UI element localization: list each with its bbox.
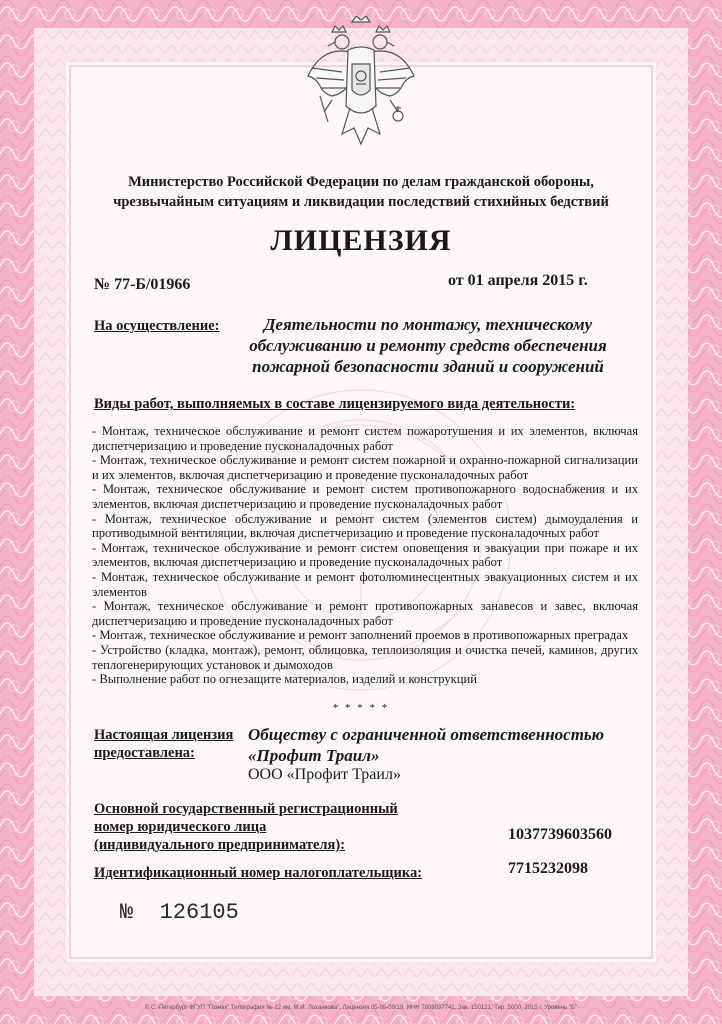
- ogrn-label-line-2: номер юридического лица: [94, 819, 267, 835]
- ogrn-label-line-3: (индивидуального предпринимателя):: [94, 837, 346, 853]
- list-item: - Монтаж, техническое обслуживание и ремонт систем пожарной и охранно-пожарной сигнализации и их элементов, включая диспетчеризацию и проведение пусконаладочных работ: [92, 453, 638, 482]
- granted-label-line-1: Настоящая лицензия: [94, 727, 234, 743]
- activity-line-2: обслуживанию и ремонту средств обеспечения: [249, 336, 607, 355]
- ogrn-label: [94, 800, 398, 854]
- ogrn-value: 1037739603560: [508, 826, 612, 843]
- organization-line-1: Обществу с ограниченной ответственностью: [248, 725, 605, 744]
- organization-short-name: ООО «Профит Траил»: [248, 766, 401, 783]
- inn-value: 7715232098: [508, 860, 588, 877]
- inn-label: Идентификационный номер налогоплательщика:: [94, 865, 423, 881]
- license-title: ЛИЦЕНЗИЯ: [270, 224, 452, 257]
- list-item: - Монтаж, техническое обслуживание и ремонт противопожарных занавесов и завес, включая диспетчеризацию и проведение пусконаладочных работ: [92, 599, 638, 628]
- serial-number: [120, 900, 239, 925]
- list-item: - Монтаж, техническое обслуживание и ремонт систем (элементов систем) дымоудаления и противодымной вентиляции, включая диспетчеризацию и проведение пусконаладочных работ: [92, 511, 638, 541]
- works-heading: Виды работ, выполняемых в составе лицензируемого вида деятельности:: [94, 396, 576, 412]
- organization-name: [248, 724, 604, 766]
- separator-stars: * * * * *: [332, 702, 390, 714]
- serial-value: 126105: [159, 900, 239, 925]
- ogrn-label-line-1: Основной государственный регистрационный: [94, 801, 398, 817]
- serial-prefix: №: [120, 900, 134, 925]
- granted-label-line-2: предоставлена:: [94, 745, 195, 761]
- activity-line-3: пожарной безопасности зданий и сооружений: [252, 357, 604, 376]
- license-number: № 77-Б/01966: [94, 276, 191, 293]
- activity-line-1: Деятельности по монтажу, техническому: [263, 315, 593, 334]
- activity-label: На осуществление:: [94, 318, 220, 334]
- works-list: [92, 424, 638, 687]
- list-item: - Монтаж, техническое обслуживание и ремонт систем оповещения и эвакуации при пожаре и их элементов, включая диспетчеризацию и проведение пусконаладочных работ: [92, 540, 638, 570]
- list-item: - Монтаж, техническое обслуживание и ремонт систем пожаротушения и их элементов, включая диспетчеризацию и проведение пусконаладочных работ: [92, 424, 638, 453]
- list-item: - Монтаж, техническое обслуживание и ремонт заполнений проемов в противопожарных преградах: [92, 628, 629, 643]
- printer-info: © С.-Петербург ФГУП "Гознак" Типография № 12 им. М.И. Лоханкова", Лицензия 05-05-09/19, ИНН 7808037741, Зак. 150121, Тир. 5000, 2015 г. Уровень "Б": [144, 1005, 578, 1011]
- list-item: - Монтаж, техническое обслуживание и ремонт систем противопожарного водоснабжения и их элементов, включая диспетчеризацию и проведение пусконаладочных работ: [92, 482, 638, 511]
- license-date: от 01 апреля 2015 г.: [448, 272, 588, 289]
- ministry-line-1: Министерство Российской Федерации по делам гражданской обороны,: [128, 174, 594, 190]
- activity-description: [228, 314, 628, 377]
- list-item: - Монтаж, техническое обслуживание и ремонт фотолюминесцентных эвакуационных систем и их элементов: [92, 569, 638, 599]
- list-item: - Устройство (кладка, монтаж), ремонт, облицовка, теплоизоляция и очистка печей, каминов, других теплогенерирующих установок и дымоходов: [92, 642, 638, 672]
- list-item: - Выполнение работ по огнезащите материалов, изделий и конструкций: [92, 672, 477, 687]
- organization-line-2: «Профит Траил»: [248, 746, 380, 765]
- coat-of-arms-icon: [302, 16, 420, 152]
- ministry-name: [80, 172, 642, 212]
- ministry-line-2: чрезвычайным ситуациям и ликвидации последствий стихийных бедствий: [113, 194, 609, 210]
- granted-label: [94, 726, 233, 762]
